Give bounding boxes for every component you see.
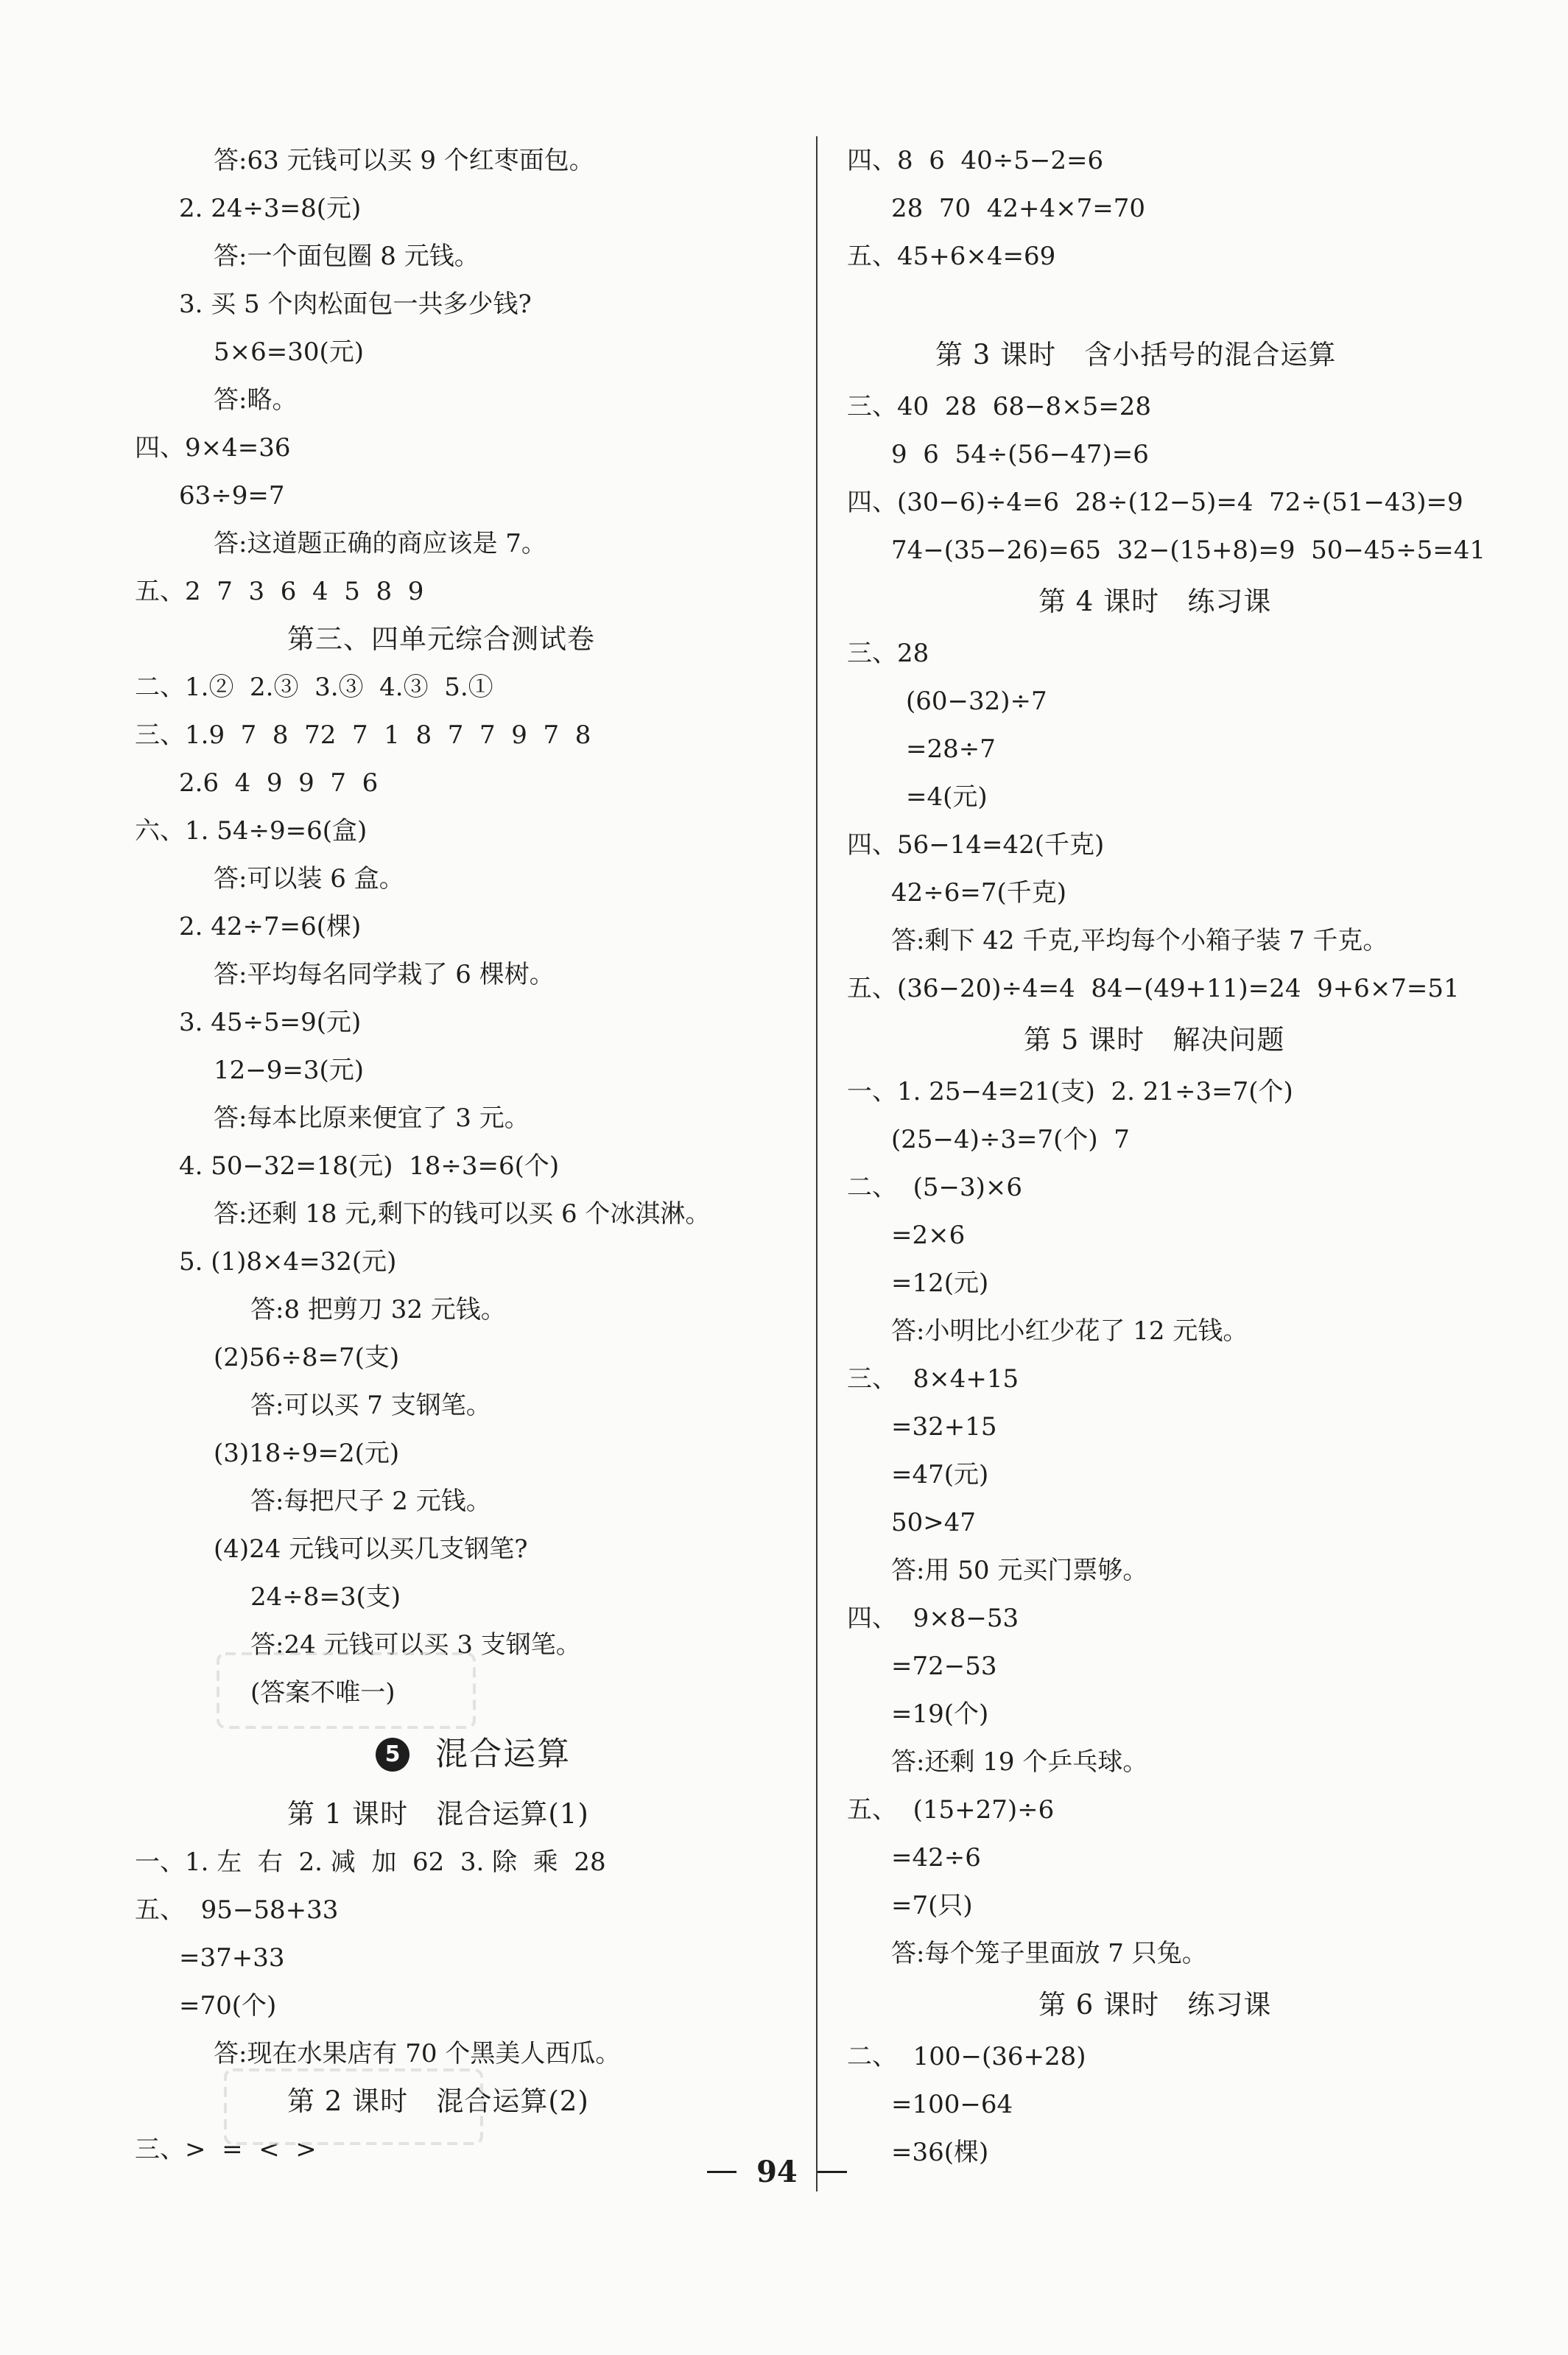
- answer-line: 四、 9×8−53: [847, 1604, 1019, 1633]
- answer-line: 答:一个面包圈 8 元钱。: [214, 242, 479, 271]
- answer-line: 五、 (15+27)÷6: [847, 1795, 1055, 1825]
- answer-line: 4. 50−32=18(元) 18÷3=6(个): [179, 1151, 560, 1181]
- section-heading: 第 4 课时 练习课: [1038, 586, 1272, 617]
- answer-line: 二、 (5−3)×6: [847, 1173, 1023, 1202]
- answer-line: 24÷8=3(支): [250, 1582, 401, 1612]
- answer-line: 2. 42÷7=6(棵): [179, 912, 362, 941]
- answer-line: (3)18÷9=2(元): [214, 1439, 400, 1468]
- answer-line: =42÷6: [891, 1843, 981, 1873]
- answer-line: =12(元): [891, 1268, 989, 1298]
- answer-line: =72−53: [891, 1652, 997, 1681]
- unit-title: 混合运算: [435, 1735, 572, 1773]
- answer-line: =2×6: [891, 1221, 966, 1250]
- answer-line: 28 70 42+4×7=70: [891, 194, 1146, 223]
- answer-line: 9 6 54÷(56−47)=6: [891, 440, 1149, 469]
- answer-line: (4)24 元钱可以买几支钢笔?: [214, 1534, 528, 1564]
- answer-line: (2)56÷8=7(支): [214, 1343, 400, 1372]
- answer-line: 三、> = < >: [135, 2135, 317, 2164]
- answer-line: 2.6 4 9 9 7 6: [179, 768, 379, 798]
- answer-line: 答:24 元钱可以买 3 支钢笔。: [250, 1630, 581, 1660]
- answer-line: =70(个): [179, 1991, 277, 2021]
- answer-line: 五、2 7 3 6 4 5 8 9: [135, 577, 424, 606]
- answer-line: (答案不唯一): [250, 1678, 395, 1708]
- answer-line: 答:可以买 7 支钢笔。: [250, 1391, 491, 1420]
- answer-line: 2. 24÷3=8(元): [179, 194, 362, 223]
- answer-line: 答:小明比小红少花了 12 元钱。: [891, 1316, 1248, 1346]
- answer-line: 答:这道题正确的商应该是 7。: [214, 529, 546, 558]
- answer-line: =28÷7: [906, 734, 996, 764]
- answer-line: 5. (1)8×4=32(元): [179, 1247, 397, 1277]
- answer-line: 3. 45÷5=9(元): [179, 1008, 362, 1037]
- answer-line: 六、1. 54÷9=6(盒): [135, 816, 368, 846]
- answer-line: =32+15: [891, 1412, 997, 1442]
- watermark-stamp-icon: [214, 1646, 479, 1735]
- answer-line: =7(只): [891, 1891, 973, 1920]
- answer-line: 答:63 元钱可以买 9 个红枣面包。: [214, 146, 594, 175]
- answer-line: 答:还剩 19 个乒乓球。: [891, 1747, 1148, 1777]
- left-column: [0, 0, 773, 2210]
- answer-line: =37+33: [179, 1943, 285, 1973]
- answer-line: 一、1. 25−4=21(支) 2. 21÷3=7(个): [847, 1077, 1293, 1106]
- answer-line: 四、56−14=42(千克): [847, 830, 1105, 860]
- answer-line: =4(元): [906, 782, 988, 812]
- answer-line: 四、(30−6)÷4=6 28÷(12−5)=4 72÷(51−43)=9: [847, 488, 1463, 517]
- answer-line: 二、 100−(36+28): [847, 2042, 1086, 2071]
- answer-line: 答:现在水果店有 70 个黑美人西瓜。: [214, 2039, 621, 2068]
- answer-line: 二、1.② 2.③ 3.③ 4.③ 5.①: [135, 673, 493, 702]
- answer-line: 74−(35−26)=65 32−(15+8)=9 50−45÷5=41: [891, 536, 1486, 565]
- page-number: [707, 2149, 847, 2194]
- answer-line: 答:每把尺子 2 元钱。: [250, 1487, 491, 1516]
- section-heading: 第 2 课时 混合运算(2): [287, 2085, 589, 2117]
- answer-line: 答:还剩 18 元,剩下的钱可以买 6 个冰淇淋。: [214, 1199, 711, 1229]
- answer-line: 一、1. 左 右 2. 减 加 62 3. 除 乘 28: [135, 1847, 606, 1877]
- answer-line: 三、 8×4+15: [847, 1364, 1019, 1394]
- answer-line: 答:剩下 42 千克,平均每个小箱子装 7 千克。: [891, 926, 1388, 955]
- answer-line: 答:用 50 元买门票够。: [891, 1556, 1148, 1585]
- dash-icon: [707, 2171, 736, 2173]
- answer-line: =36(棵): [891, 2138, 989, 2167]
- answer-line: 42÷6=7(千克): [891, 878, 1067, 908]
- answer-line: 答:每本比原来便宜了 3 元。: [214, 1103, 530, 1133]
- answer-line: 答:每个笼子里面放 7 只兔。: [891, 1939, 1207, 1968]
- watermark-stamp-icon: [221, 2063, 486, 2151]
- page-number-value: 94: [756, 2154, 798, 2189]
- answer-line: 答:略。: [214, 385, 298, 415]
- answer-line: =100−64: [891, 2090, 1013, 2119]
- section-heading: 第 6 课时 练习课: [1038, 1989, 1272, 2021]
- answer-line: 63÷9=7: [179, 481, 285, 510]
- answer-line: =19(个): [891, 1699, 989, 1729]
- answer-line: =47(元): [891, 1460, 989, 1489]
- answer-line: 五、(36−20)÷4=4 84−(49+11)=24 9+6×7=51: [847, 974, 1460, 1003]
- answer-line: 答:可以装 6 盒。: [214, 864, 404, 894]
- section-heading: 第三、四单元综合测试卷: [287, 623, 595, 655]
- answer-line: (25−4)÷3=7(个) 7: [891, 1125, 1130, 1154]
- answer-line: 5×6=30(元): [214, 337, 365, 367]
- answer-line: (60−32)÷7: [906, 687, 1047, 716]
- answer-line: 五、45+6×4=69: [847, 242, 1056, 271]
- answer-line: 三、28: [847, 639, 929, 668]
- answer-line: 三、1.9 7 8 72 7 1 8 7 7 9 7 8: [135, 720, 591, 750]
- right-column: [825, 0, 1568, 2210]
- section-heading: 第 5 课时 解决问题: [1024, 1024, 1285, 1056]
- section-heading: 第 1 课时 混合运算(1): [287, 1798, 589, 1830]
- unit-number-badge: 5: [376, 1738, 409, 1772]
- dash-icon: [818, 2171, 847, 2173]
- answer-line: 五、 95−58+33: [135, 1895, 339, 1925]
- answer-line: 3. 买 5 个肉松面包一共多少钱?: [179, 289, 532, 319]
- answer-line: 12−9=3(元): [214, 1056, 365, 1085]
- section-heading: 第 3 课时 含小括号的混合运算: [935, 339, 1337, 371]
- answer-line: 三、40 28 68−8×5=28: [847, 392, 1152, 421]
- answer-line: 四、8 6 40÷5−2=6: [847, 146, 1104, 175]
- answer-line: 四、9×4=36: [135, 433, 291, 463]
- answer-line: 答:平均每名同学栽了 6 棵树。: [214, 960, 555, 989]
- column-divider: [816, 136, 818, 2191]
- answer-line: 50>47: [891, 1508, 977, 1537]
- answer-line: 答:8 把剪刀 32 元钱。: [250, 1295, 506, 1324]
- unit-heading: [376, 1733, 571, 1775]
